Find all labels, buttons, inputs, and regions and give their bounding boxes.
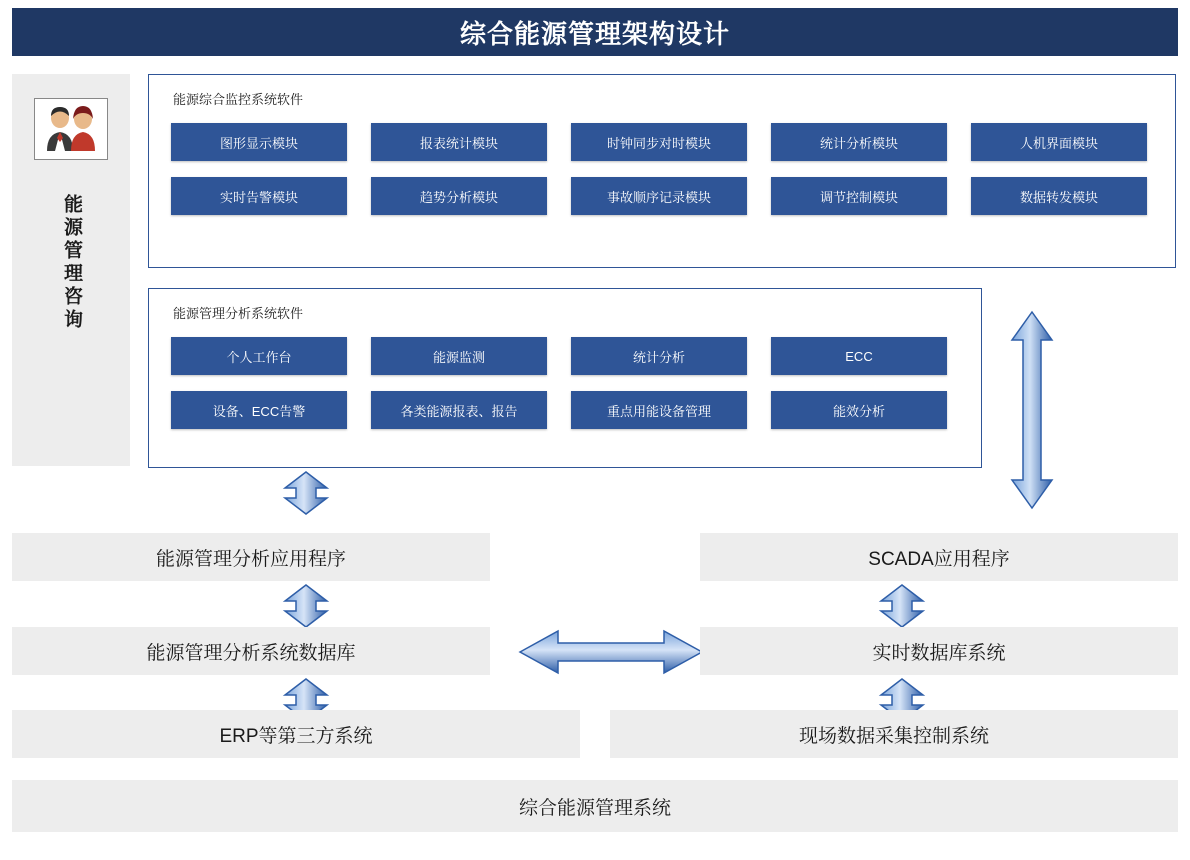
module-card[interactable]: 各类能源报表、报告 — [371, 391, 547, 429]
bar-erp-third-party[interactable]: ERP等第三方系统 — [12, 710, 580, 758]
bar-ema-application[interactable]: 能源管理分析应用程序 — [12, 533, 490, 581]
module-card[interactable]: 图形显示模块 — [171, 123, 347, 161]
module-card[interactable]: 趋势分析模块 — [371, 177, 547, 215]
bar-scada-application[interactable]: SCADA应用程序 — [700, 533, 1178, 581]
module-card[interactable]: 报表统计模块 — [371, 123, 547, 161]
consultants-avatar-icon — [40, 105, 102, 153]
module-card[interactable]: 调节控制模块 — [771, 177, 947, 215]
vertical-double-arrow-icon — [282, 470, 330, 516]
bar-ema-database[interactable]: 能源管理分析系统数据库 — [12, 627, 490, 675]
module-card[interactable]: 数据转发模块 — [971, 177, 1147, 215]
monitoring-panel-title: 能源综合监控系统软件 — [173, 92, 304, 107]
module-card[interactable]: 个人工作台 — [171, 337, 347, 375]
module-card[interactable]: 实时告警模块 — [171, 177, 347, 215]
module-card[interactable]: 事故顺序记录模块 — [571, 177, 747, 215]
bar-integrated-system[interactable]: 综合能源管理系统 — [12, 780, 1178, 832]
bar-field-acquisition[interactable]: 现场数据采集控制系统 — [610, 710, 1178, 758]
vertical-double-arrow-icon — [282, 583, 330, 629]
module-card[interactable]: 能源监测 — [371, 337, 547, 375]
module-card[interactable]: 重点用能设备管理 — [571, 391, 747, 429]
module-card[interactable]: 能效分析 — [771, 391, 947, 429]
monitoring-module-grid — [171, 123, 1147, 215]
horizontal-double-arrow-icon — [518, 628, 704, 676]
monitoring-system-panel — [148, 74, 1176, 268]
bar-realtime-database[interactable]: 实时数据库系统 — [700, 627, 1178, 675]
analysis-system-panel — [148, 288, 982, 468]
consultants-avatar — [34, 98, 108, 160]
analysis-module-grid — [171, 337, 947, 429]
module-card[interactable]: 统计分析 — [571, 337, 747, 375]
module-card[interactable]: 设备、ECC告警 — [171, 391, 347, 429]
left-column-label: 能源管理咨询 — [61, 194, 82, 332]
page-title: 综合能源管理架构设计 — [12, 8, 1178, 56]
module-card[interactable]: 时钟同步对时模块 — [571, 123, 747, 161]
module-card[interactable]: ECC — [771, 337, 947, 375]
energy-consulting-column — [12, 74, 130, 466]
analysis-panel-title: 能源管理分析系统软件 — [173, 306, 304, 321]
vertical-double-arrow-icon — [878, 583, 926, 629]
vertical-long-double-arrow-icon — [1010, 310, 1054, 510]
module-card[interactable]: 统计分析模块 — [771, 123, 947, 161]
module-card[interactable]: 人机界面模块 — [971, 123, 1147, 161]
